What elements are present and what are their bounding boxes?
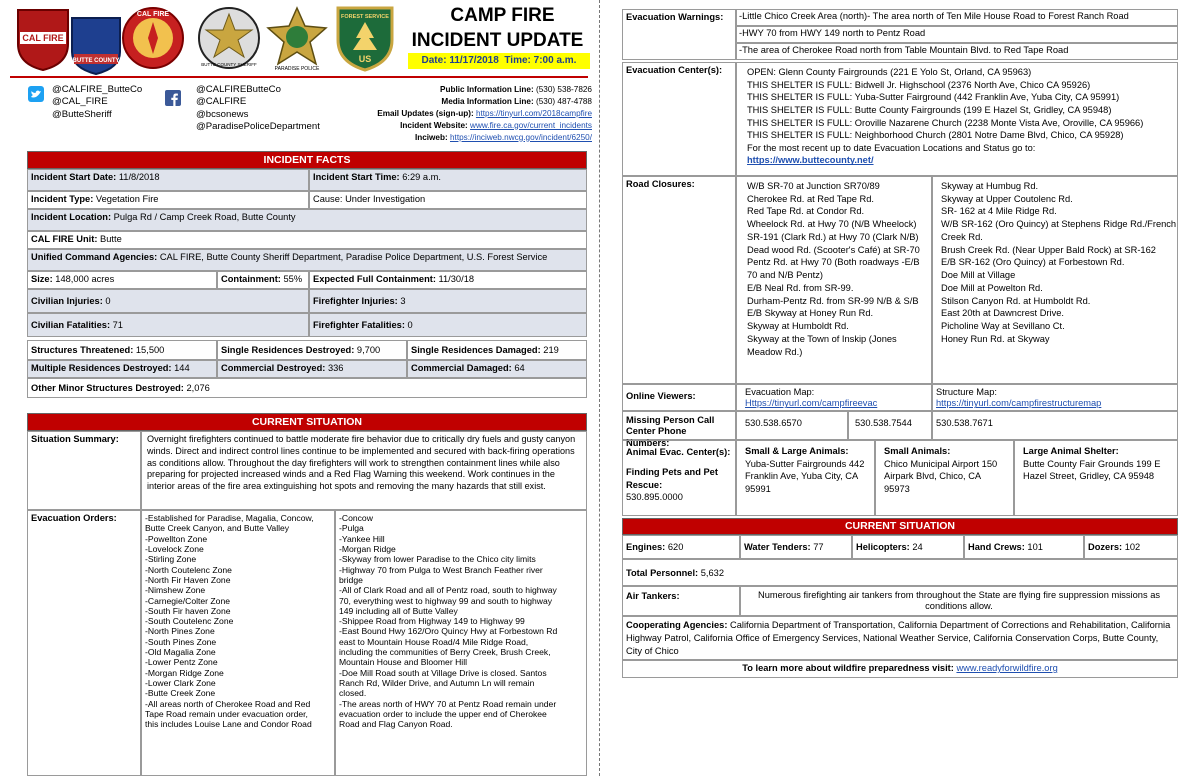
phone-number: 530.538.7671 [936, 418, 993, 428]
location-cell [27, 209, 587, 231]
road-closure-line: Brush Creek Rd. (Near Upper Bald Rock) at SR-162 [941, 244, 1156, 255]
twitter-handle[interactable]: @CALFIRE_ButteCo [52, 84, 143, 95]
logo-text: BUTTE COUNTY [72, 58, 120, 64]
ff-fat-value: 0 [407, 320, 413, 330]
time-value: 7:00 a.m. [533, 55, 577, 66]
road-closure-line: E/B Skyway at Honey Run Rd. [747, 308, 874, 319]
evac-order-line: including the communities of Berry Creek, Brush Creek, [339, 647, 551, 658]
contact-label: Public Information Line: [440, 85, 534, 94]
srd-value: 9,700 [356, 345, 381, 355]
evac-order-line: -North Pines Zone [145, 626, 215, 637]
sheriff-badge-icon [196, 4, 262, 72]
heli-label: Helicopters: [856, 542, 910, 552]
animal-label: Animal Evac. Center(s): [626, 447, 731, 457]
warning-row [736, 43, 1178, 60]
title-camp-fire: CAMP FIRE [450, 5, 555, 26]
cdam-label: Commercial Damaged: [411, 363, 512, 373]
expected-value: 11/30/18 [438, 274, 475, 284]
evac-order-line: -Butte Creek Zone [145, 688, 216, 699]
road-closure-line: SR-191 (Clark Rd.) at Hwy 70 (Clark N/B) [747, 231, 919, 242]
personnel-cell [622, 559, 1178, 586]
cause-label: Cause: [313, 194, 343, 204]
right-page [604, 0, 1200, 776]
evac-order-line: -Stirling Zone [145, 554, 197, 565]
threat-value: 15,500 [135, 345, 165, 355]
small-cell [875, 440, 1014, 516]
evac-order-line: this includes Louise Lane and Condor Road [145, 719, 312, 730]
facebook-icon [165, 90, 181, 106]
road-closure-line: Dead wood Rd. (Scooter's Café) at SR-70 [747, 244, 920, 255]
contact-value: (530) 487-4788 [536, 96, 592, 106]
logo-text: BUTTE COUNTY SHERIFF [201, 62, 257, 67]
road-closure-line: Cherokee Rd. at Red Tape Rd. [747, 193, 874, 204]
evac-center-line: THIS SHELTER IS FULL: Oroville Nazarene Church (2238 Monte Vista Ave, Oroville, CA 95966) [747, 117, 1144, 128]
buttecounty-link[interactable]: https://www.buttecounty.net/ [747, 155, 874, 166]
road-closure-line: Stilson Canyon Rd. at Humboldt Rd. [941, 295, 1091, 306]
logo-text: CAL FIRE [22, 33, 64, 43]
evac-order-line: -Lower Pentz Zone [145, 657, 218, 668]
phone-cell [848, 411, 932, 440]
expected-label: Expected Full Containment: [313, 274, 436, 284]
small-large-label: Small & Large Animals: [745, 446, 849, 456]
location-value: Pulga Rd / Camp Creek Road, Butte County [113, 212, 296, 222]
start-date-value: 11/8/2018 [118, 172, 160, 182]
cdam-cell [407, 360, 587, 378]
title-incident-update: INCIDENT UPDATE [411, 30, 584, 51]
personnel-value: 5,632 [700, 568, 725, 578]
twitter-handle[interactable]: @ButteSheriff [52, 108, 112, 120]
air-label: Air Tankers: [626, 591, 680, 601]
road-closure-line: Skyway at the Town of Inskip (Jones [747, 333, 897, 344]
heli-value: 24 [912, 542, 923, 552]
road-closure-line: SR- 162 at 4 Mile Ridge Rd. [941, 206, 1057, 217]
evac-order-line: -Lovelock Zone [145, 543, 204, 554]
svg-text:US: US [358, 54, 372, 64]
large-cell [1014, 440, 1178, 516]
air-label-cell [622, 586, 740, 616]
missing-label: Missing Person Call Center Phone Numbers: [626, 415, 715, 448]
evac-order-line: -Morgan Ridge [339, 543, 396, 554]
cause-cell [309, 191, 587, 209]
twitter-handles [52, 84, 142, 121]
warning-text: -Little Chico Creek Area (north)- The area north of Ten Mile House Road to Forest Ranch Road [739, 11, 1129, 21]
closures-label: Road Closures: [626, 179, 695, 189]
start-time-cell [309, 169, 587, 191]
warning-text: -The area of Cherokee Road north from Table Mountain Blvd. to Red Tape Road [739, 45, 1069, 55]
evac-order-line: east to Mountain House Road/4 Mile Ridge Road, [339, 636, 529, 647]
contact-public-line [300, 84, 592, 96]
date-time-bar [408, 53, 590, 69]
start-date-cell [27, 169, 309, 191]
road-closure-line: Honey Run Rd. at Skyway [941, 333, 1050, 344]
civ-fat-value: 71 [112, 320, 123, 330]
logo-text: CAL FIRE [136, 11, 170, 18]
srdam-cell [407, 340, 587, 360]
start-time-label: Incident Start Time: [313, 172, 400, 182]
learn-text: To learn more about wildfire preparedness visit: [742, 663, 954, 673]
small-label: Small Animals: [884, 446, 951, 456]
type-label: Incident Type: [31, 194, 94, 204]
missing-label-cell [622, 411, 736, 448]
learn-more-cell [622, 660, 1178, 678]
evac-order-line: -East Bound Hwy 162/Oro Quincy Hwy at Forbestown Rd [339, 626, 558, 637]
warning-text: -HWY 70 from HWY 149 north to Pentz Road [739, 28, 926, 38]
cooperating-cell [622, 616, 1178, 660]
expected-containment-cell [309, 271, 587, 289]
dozers-value: 102 [1124, 542, 1141, 552]
readyforwildfire-link[interactable]: www.readyforwildfire.org [956, 663, 1058, 673]
location-label: Incident Location: [31, 212, 112, 222]
orders-col2 [335, 510, 587, 776]
road-closure-line: Wheelock Rd. at Hwy 70 (N/B Wheelock) [747, 219, 917, 230]
small-large-cell [736, 440, 875, 516]
road-closure-line: Skyway at Humboldt Rd. [747, 321, 849, 332]
coop-text: California Department of Transportation, California Department of Corrections and Rehabilitation, California Highway Patrol, California Office of Emergency Services, National Weather Service, California Conservation Corps, Butte County, City of Chico [626, 620, 1171, 657]
struct-map-link[interactable]: https://tinyurl.com/campfirestructuremap [936, 398, 1102, 409]
road-closure-line: Durham-Pentz Rd. from SR-99 N/B & S/B [747, 295, 919, 306]
road-closure-line: W/B SR-70 at Junction SR70/89 [747, 181, 880, 191]
small-large-value: Yuba-Sutter Fairgrounds 442 Franklin Ave, Yuba City, CA 95991 [745, 458, 865, 494]
ff-fatalities-cell [309, 313, 587, 337]
size-label: Size: [31, 274, 53, 284]
evac-center-line: THIS SHELTER IS FULL: Neighborhood Church (2801 Notre Dame Blvd, Chico, CA 95928) [747, 130, 1124, 141]
small-value: Chico Municipal Airport 150 Airpark Blvd, Chico, CA 95973 [884, 458, 998, 494]
summary-text: Overnight firefighters continued to battle moderate fire behavior due to critically dry fuels and gusty canyon winds. Direct and indirect control lines continue to be implemented and secured with back-firing operations as conditions allow. Throughout the day firefighters will work to strengthen containment lines while also preparing for projected increased winds and a Red Flag Warning this weekend. Work continues in the interior areas of the fire area extinguishing hot spots and removing the many hazards that still exist. [147, 434, 576, 492]
twitter-handle[interactable]: @CAL_FIRE [52, 96, 108, 108]
warning-row [736, 9, 1178, 26]
warnings-label: Evacuation Warnings: [626, 12, 724, 22]
facebook-handle[interactable]: @CALFIREButteCo [196, 84, 281, 95]
road-closure-line: Pentz Rd. at Hwy 70 (Both roadways -E/B [747, 257, 920, 268]
unit-cell [27, 231, 587, 249]
other-label: Other Minor Structures Destroyed: [31, 383, 184, 393]
other-structures-cell [27, 378, 587, 398]
road-closure-line: Doe Mill at Village [941, 270, 1016, 281]
twitter-icon [28, 86, 44, 102]
phone-cell [736, 411, 848, 440]
road-closure-line: E/B Neal Rd. from SR-99. [747, 282, 854, 293]
page-divider [599, 0, 600, 776]
containment-value: 55% [283, 274, 303, 284]
date-label: Date: [421, 55, 447, 66]
evac-order-line: Mountain House and Bloomer Hill [339, 657, 468, 668]
contact-value: (530) 538-7826 [536, 85, 592, 94]
logo-text: PARADISE POLICE [274, 66, 320, 72]
evac-order-line: -Doe Mill Road south at Village Drive is closed. Santos [339, 667, 547, 678]
road-closure-line: Skyway at Humbug Rd. [941, 181, 1039, 191]
struct-map-label: Structure Map: [936, 387, 997, 397]
cd-label: Commercial Destroyed: [221, 363, 326, 373]
evac-center-line: OPEN: Glenn County Fairgrounds (221 E Yolo St, Orland, CA 95963) [747, 67, 1032, 77]
civ-inj-label: Civilian Injuries: [31, 296, 103, 306]
warning-row [736, 26, 1178, 43]
cal-fire-seal-icon [120, 4, 186, 72]
tenders-cell [740, 535, 852, 559]
viewers-label: Online Viewers: [626, 391, 696, 401]
date-value: 11/17/2018 [449, 55, 499, 66]
road-closure-line: E/B SR-162 (Oro Quincy) at Forbestown Rd. [941, 257, 1125, 268]
contact-lines [300, 84, 592, 143]
viewers-label-cell [622, 384, 736, 411]
forest-service-shield-icon [332, 4, 398, 72]
road-closure-line: Doe Mill at Powelton Rd. [941, 282, 1043, 293]
containment-label: Containment: [221, 274, 281, 284]
start-time-value: 6:29 a.m. [402, 172, 441, 182]
evac-order-line: bridge [339, 574, 363, 585]
evac-center-line: THIS SHELTER IS FULL: Bidwell Jr. Highschool (2376 North Ave, Chico CA 95926) [747, 79, 1091, 90]
evac-order-line: -Highway 70 from Pulga to West Branch Feather river [339, 564, 543, 575]
centers-list [736, 62, 1178, 176]
mrd-label: Multiple Residences Destroyed: [31, 363, 172, 373]
threat-label: Structures Threatened: [31, 345, 134, 355]
air-text-cell [740, 586, 1178, 616]
large-label: Large Animal Shelter: [1023, 446, 1119, 456]
incident-type-cell [27, 191, 309, 209]
evac-order-line: -Old Magalia Zone [145, 647, 216, 658]
evac-map-label: Evacuation Map: [745, 387, 815, 397]
tenders-label: Water Tenders: [744, 542, 811, 552]
evac-center-line: THIS SHELTER IS FULL: Yuba-Sutter Fairground (442 Franklin Ave, Yuba City, CA 95991) [747, 92, 1120, 103]
size-value: 148,000 acres [55, 274, 115, 284]
contact-website [300, 120, 592, 132]
engines-label: Engines: [626, 542, 666, 552]
butte-county-logo-icon [66, 10, 126, 76]
evac-order-line: -South Pines Zone [145, 636, 217, 647]
evac-order-line: -South Coutelenc Zone [145, 616, 234, 627]
unit-label: CAL FIRE Unit: [31, 234, 98, 244]
evac-order-line: 149 including all of Butte Valley [339, 605, 458, 616]
contact-label: Incident Website: [400, 120, 468, 130]
left-page [0, 0, 596, 776]
evac-order-line: -Skyway from lower Paradise to the Chico city limits [339, 554, 536, 565]
evac-map-cell [736, 384, 932, 411]
animal-label-cell [622, 440, 736, 516]
dozers-label: Dozers: [1088, 542, 1123, 552]
road-closure-line: Red Tape Rd. at Condor Rd. [747, 206, 865, 217]
evac-order-line: -Yankee Hill [339, 533, 385, 544]
helicopters-cell [852, 535, 964, 559]
road-closure-line: East 20th at Dawncrest Drive. [941, 308, 1064, 319]
start-date-label: Incident Start Date: [31, 172, 117, 182]
road-closure-line: W/B SR-162 (Oro Quincy) at Stephens Ridge Rd./French [941, 219, 1177, 230]
warnings-label-cell [622, 9, 736, 60]
size-cell [27, 271, 217, 289]
air-text: Numerous firefighting air tankers from throughout the State are flying fire suppression missions as conditions allow. [757, 590, 1161, 612]
threatened-cell [27, 340, 217, 360]
evac-order-line: Butte Creek Canyon, and Butte Valley [145, 523, 290, 534]
tenders-value: 77 [813, 542, 824, 552]
cdam-value: 64 [514, 363, 525, 373]
evac-order-line: -Morgan Ridge Zone [145, 667, 224, 678]
contact-media-line [300, 96, 592, 108]
evac-center-line: THIS SHELTER IS FULL: Butte County Fairgrounds (199 E Hazel St, Gridley, CA 95948) [747, 104, 1112, 115]
evac-order-line: -Carnegie/Colter Zone [145, 595, 231, 606]
phone-cell [932, 411, 1178, 440]
other-value: 2,076 [186, 383, 210, 393]
finding-label: Finding Pets and Pet Rescue: [626, 467, 718, 491]
evac-order-line: Ranch Rd, Wilder Drive, and Autumn Ln will remain [339, 678, 535, 688]
finding-value: 530.895.0000 [626, 492, 683, 503]
structure-map-cell [932, 384, 1178, 411]
evac-map-link[interactable]: Https://tinyurl.com/campfireevac [745, 398, 878, 409]
orders-col1 [141, 510, 335, 776]
closures-col1 [736, 176, 932, 384]
ff-injuries-cell [309, 289, 587, 313]
centers-label: Evacuation Center(s): [626, 65, 723, 75]
summary-label: Situation Summary: [31, 434, 119, 444]
closures-col2 [932, 176, 1178, 384]
evac-order-line: Tape Road remain under evacuation order, [145, 708, 308, 719]
evac-order-line: -Concow [339, 513, 373, 523]
facebook-handle[interactable]: @ParadisePoliceDepartment [196, 121, 320, 133]
paradise-police-badge-icon [264, 4, 330, 72]
closures-label-cell [622, 176, 736, 384]
road-closure-line: Skyway at Upper Coutolenc Rd. [941, 193, 1073, 204]
coop-label: Cooperating Agencies: [626, 620, 728, 630]
civ-inj-value: 0 [105, 296, 111, 306]
incident-facts-heading: INCIDENT FACTS [27, 151, 587, 169]
road-closure-line: Meadow Rd.) [747, 346, 803, 357]
summary-label-cell [27, 431, 141, 510]
srdam-label: Single Residences Damaged: [411, 345, 541, 355]
evac-order-line: Road and Flag Canyon Road. [339, 719, 453, 730]
evac-order-line: -Lower Clark Zone [145, 678, 216, 688]
civ-fat-label: Civilian Fatalities: [31, 320, 111, 330]
evac-order-line: -Established for Paradise, Magalia, Concow, [145, 513, 314, 523]
header-rule [10, 76, 588, 78]
containment-cell [217, 271, 309, 289]
current-situation-heading-right: CURRENT SITUATION [622, 518, 1178, 535]
agency-logos [10, 4, 400, 74]
cd-cell [217, 360, 407, 378]
orders-label-cell [27, 510, 141, 776]
ff-inj-value: 3 [400, 296, 406, 306]
road-closure-line: Picholine Way at Sevillano Ct. [941, 321, 1065, 332]
logo-text: FOREST SERVICE [341, 14, 389, 20]
cd-value: 336 [327, 363, 344, 373]
unit-value: Butte [100, 234, 122, 244]
engines-value: 620 [667, 542, 684, 552]
crews-label: Hand Crews: [968, 542, 1025, 552]
unified-value: CAL FIRE, Butte County Sheriff Department, Paradise Police Department, U.S. Forest Service [159, 252, 548, 262]
time-label: Time: [504, 55, 531, 66]
phone-number: 530.538.7544 [855, 418, 912, 428]
crews-value: 101 [1027, 542, 1043, 552]
evac-order-line: -All areas north of Cherokee Road and Red [145, 698, 311, 709]
evac-order-line: -Shippee Road from Highway 149 to Highway 99 [339, 616, 525, 627]
incident-website-link[interactable]: www.fire.ca.gov/current_incidents [470, 120, 592, 130]
evac-center-line: For the most recent up to date Evacuation Locations and Status go to: [747, 142, 1036, 153]
type-value: Vegetation Fire [95, 194, 159, 204]
facebook-handle[interactable]: @bcsonews [196, 108, 249, 120]
evac-order-line: -Nimshew Zone [145, 585, 206, 596]
dozers-cell [1084, 535, 1178, 559]
centers-label-cell [622, 62, 736, 176]
srdam-value: 219 [543, 345, 559, 355]
phone-number: 530.538.6570 [745, 418, 802, 428]
evac-order-line: -All of Clark Road and all of Pentz road, south to highway [339, 585, 557, 596]
evac-order-line: -The areas north of HWY 70 at Pentz Road remain under [339, 698, 557, 709]
unified-command-cell [27, 249, 587, 271]
email-signup-link[interactable]: https://tinyurl.com/2018campfire [475, 108, 592, 118]
crews-cell [964, 535, 1084, 559]
engines-cell [622, 535, 740, 559]
road-closure-line: Creek Rd. [941, 231, 983, 242]
mrd-cell [27, 360, 217, 378]
contact-email-updates [300, 108, 592, 120]
large-value: Butte County Fair Grounds 199 E Hazel Street, Gridley, CA 95948 [1023, 458, 1161, 482]
evac-order-line: -South Fir haven Zone [145, 605, 231, 616]
current-situation-heading: CURRENT SITUATION [27, 413, 587, 431]
evac-order-line: evacuation order to include the upper end of Cherokee [339, 708, 547, 719]
inciweb-link[interactable]: https://inciweb.nwcg.gov/incident/6250/ [449, 132, 592, 142]
evac-order-line: -Pulga [339, 523, 364, 534]
evac-order-line: -Powellton Zone [145, 533, 208, 544]
orders-label: Evacuation Orders: [31, 513, 117, 523]
cause-value: Under Investigation [345, 194, 426, 204]
evac-order-line: -North Fir Haven Zone [145, 574, 231, 585]
evac-order-line: closed. [339, 688, 367, 699]
contact-label: Inciweb: [414, 132, 448, 142]
srd-label: Single Residences Destroyed: [221, 345, 355, 355]
evac-order-line: -North Coutelenc Zone [145, 564, 232, 575]
evac-order-line: 70, everything west to highway 99 and south to highway [339, 595, 553, 606]
ff-fat-label: Firefighter Fatalities: [313, 320, 405, 330]
srd-cell [217, 340, 407, 360]
unified-label: Unified Command Agencies: [31, 252, 158, 262]
personnel-label: Total Personnel: [626, 568, 699, 578]
facebook-handle[interactable]: @CALFIRE [196, 96, 247, 108]
summary-text-cell [141, 431, 587, 510]
ff-inj-label: Firefighter Injuries: [313, 296, 398, 306]
civilian-injuries-cell [27, 289, 309, 313]
road-closure-line: 70 and N/B Pentz) [747, 270, 823, 281]
contact-label: Media Information Line: [441, 96, 534, 106]
mrd-value: 144 [174, 363, 190, 373]
civilian-fatalities-cell [27, 313, 309, 337]
contact-label: Email Updates (sign-up): [377, 108, 474, 118]
contact-inciweb [300, 132, 592, 144]
